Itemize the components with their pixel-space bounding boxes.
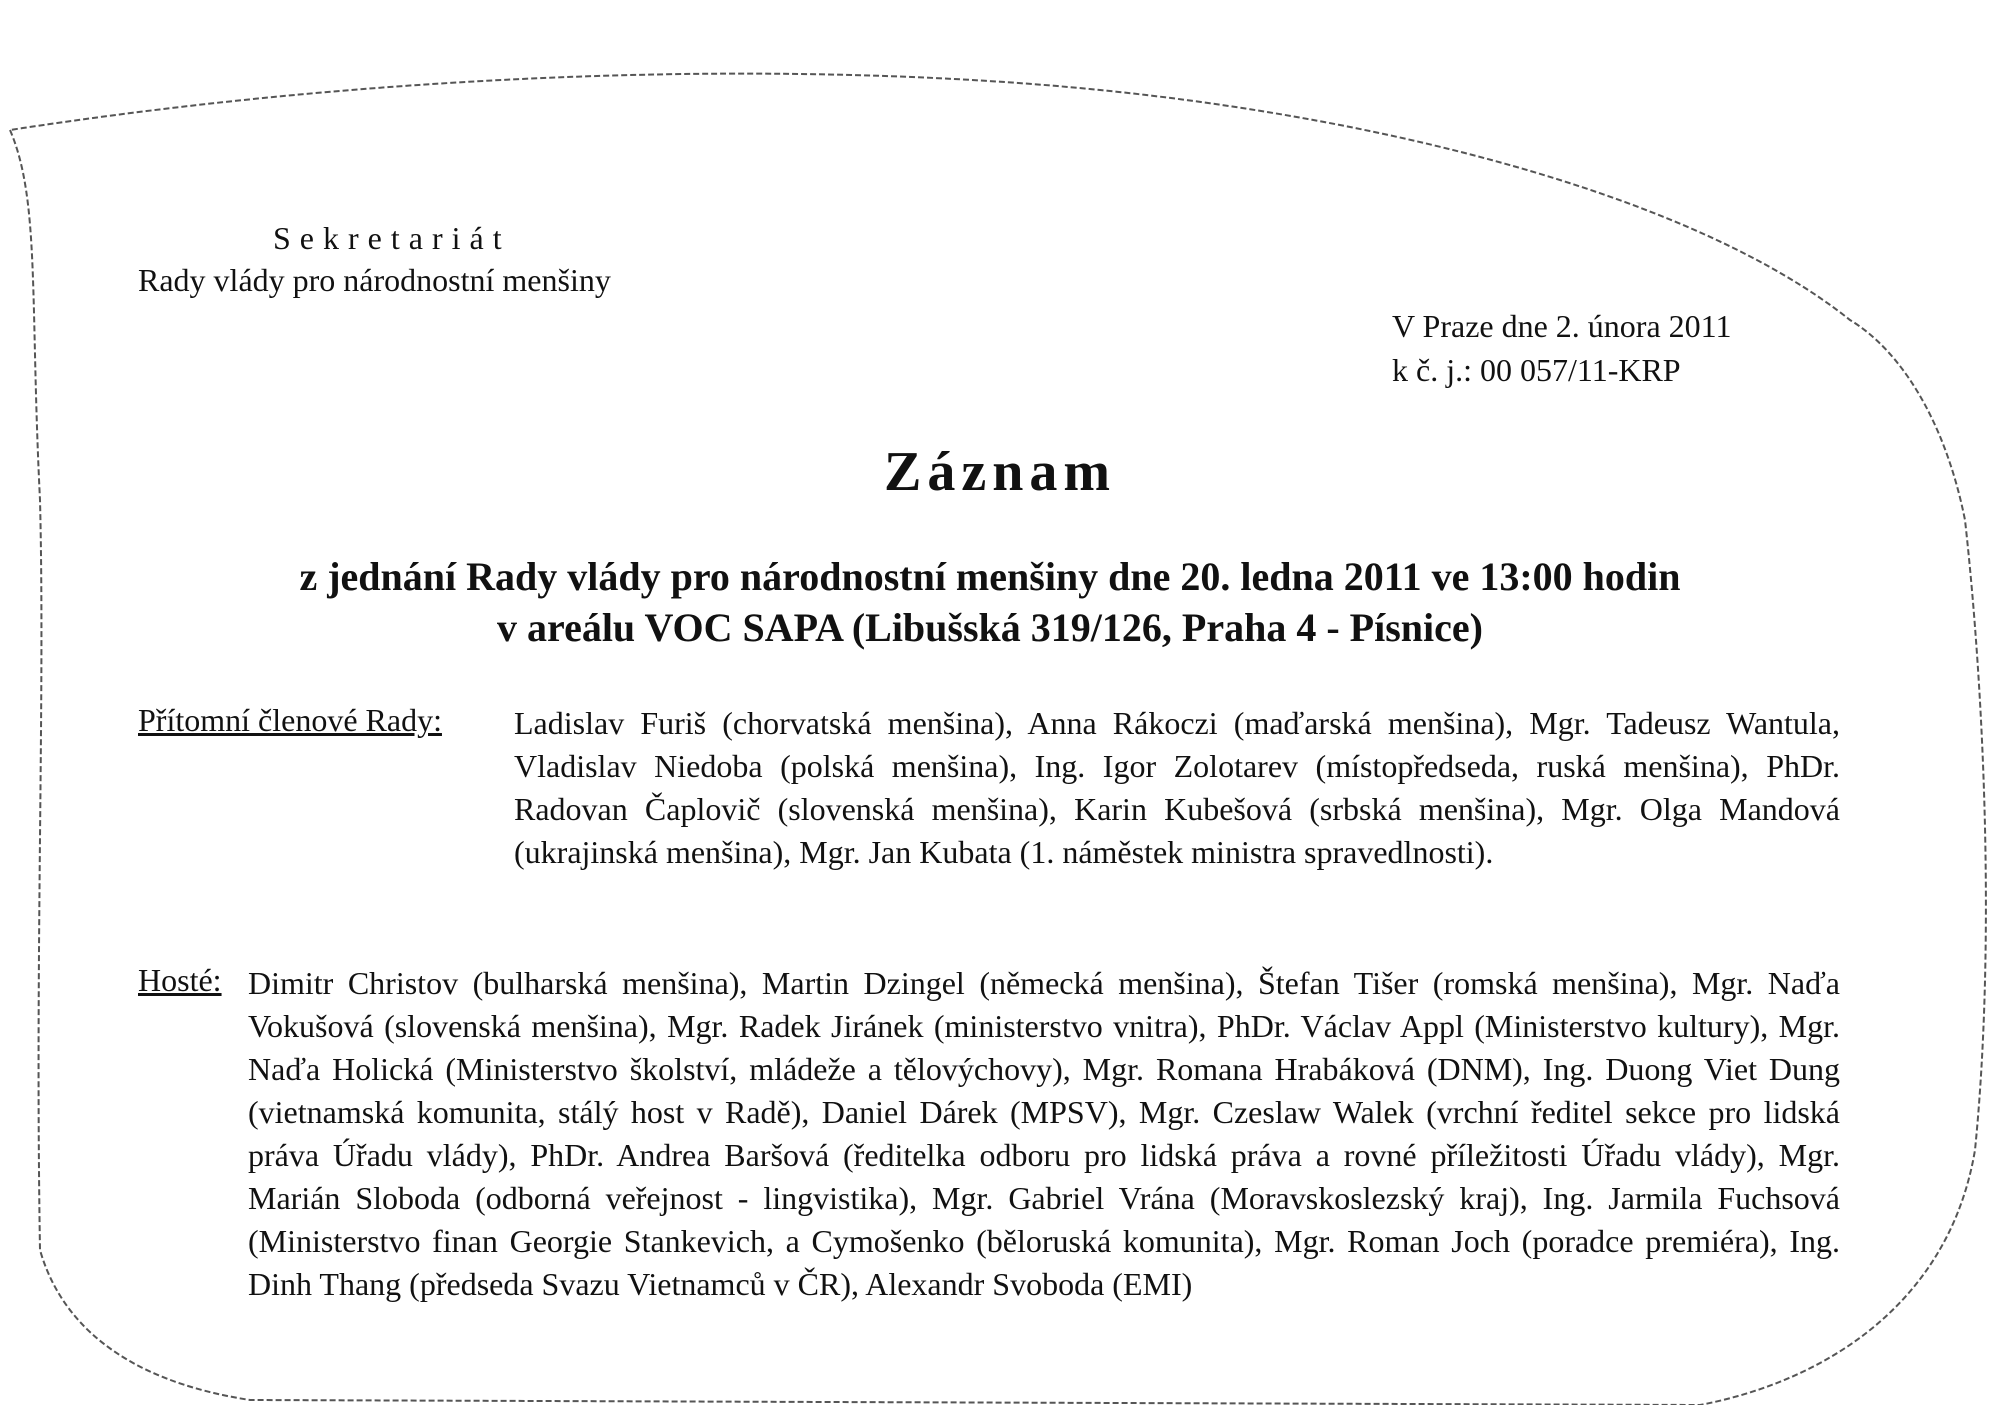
reference-number: k č. j.: 00 057/11-KRP	[1392, 352, 1681, 388]
subtitle-line-2: v areálu VOC SAPA (Libušská 319/126, Praha 4 - Písnice)	[497, 605, 1483, 650]
guests-list: Dimitr Christov (bulharská menšina), Martin Dzingel (německá menšina), Štefan Tišer (romská menšina), Mgr. Naďa Vokušová (slovenská menšina), Mgr. Radek Jiránek (ministerstvo vnitra), PhDr. Václav Appl (Ministerstvo kultury), Mgr. Naďa Holická (Ministerstvo školství, mládeže a tělovýchovy), Mgr. Romana Hrabáková (DNM), Ing. Duong Viet Dung (vietnamská komunita, stálý host v Radě), Daniel Dárek (MPSV), Mgr. Czeslaw Walek (vrchní ředitel sekce pro lidská práva Úřadu vlády), PhDr. Andrea Baršová (ředitelka odboru pro lidská práva a rovné příležitosti Úřadu vlády), Mgr. Marián Sloboda (odborná veřejnost - lingvistika), Mgr. Gabriel Vrána (Moravskoslezský kraj), Ing. Jarmila Fuchsová (Ministerstvo finan Georgie Stankevich, a Cymošenko (běloruská komunita), Mgr. Roman Joch (poradce premiéra), Ing. Dinh Thang (předseda Svazu Vietnamců v ČR), Alexandr Svoboda (EMI)	[248, 965, 1840, 1302]
org-name: Rady vlády pro národnostní menšiny	[138, 262, 611, 298]
subtitle-line-1: z jednání Rady vlády pro národnostní menšiny dne 20. ledna 2011 ve 13:00 hodin	[299, 554, 1681, 599]
members-label: Přítomní členové Rady:	[138, 702, 442, 738]
members-list: Ladislav Furiš (chorvatská menšina), Anna Rákoczi (maďarská menšina), Mgr. Tadeusz Wantula, Vladislav Niedoba (polská menšina), Ing. Igor Zolotarev (místopředseda, ruská menšina), PhDr. Radovan Čaplovič (slovenská menšina), Karin Kubešová (srbská menšina), Mgr. Olga Mandová (ukrajinská menšina), Mgr. Jan Kubata (1. náměstek ministra spravedlnosti).	[514, 705, 1840, 870]
document-title: Záznam	[884, 441, 1116, 503]
document-date: V Praze dne 2. února 2011	[1392, 308, 1732, 344]
guests-label: Hosté:	[138, 962, 222, 998]
org-name-spaced: Sekretariát	[273, 220, 511, 256]
